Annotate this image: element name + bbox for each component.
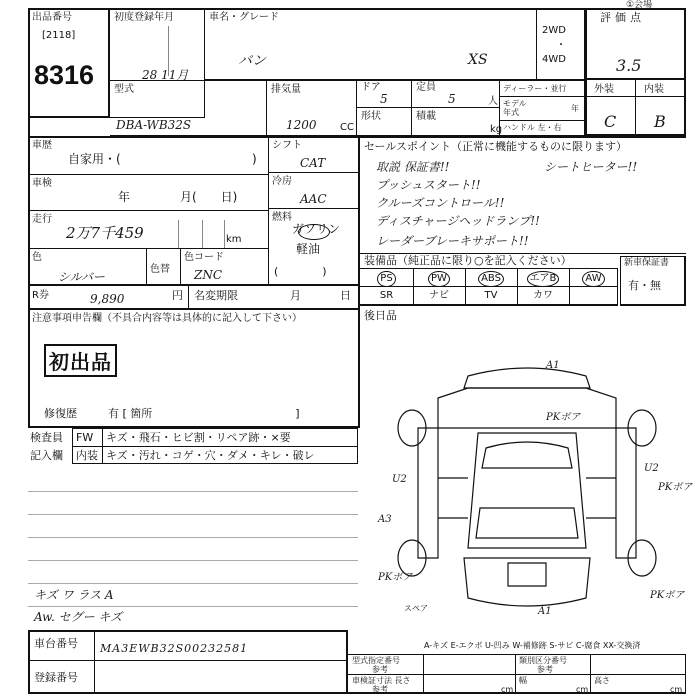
right-side-shape [616,428,636,558]
fuel-label: 燃料 [272,212,292,223]
after-label: 後日品 [364,309,397,322]
km-unit: km [226,234,242,245]
hood-shape [438,388,616,428]
color-value: シルバー [58,270,105,284]
ac-value: AAC [300,192,327,206]
mileage-tick-1 [178,220,179,248]
sales-line-6: レーダーブレーキサポート!! [376,234,529,248]
warranty-value: 有・無 [628,279,661,292]
recycle-value: 9,890 [90,292,125,306]
chassis-label: 車台番号 [34,637,78,650]
shift-label: シフト [272,140,302,151]
shift-line [268,172,358,173]
dealer-label: ディーラー・並行 [503,84,567,93]
width-cm: cm [576,685,589,694]
mark-pk-2: PKボア [658,482,693,493]
capacity-label: 定員 [416,82,436,93]
mileage-tick-3 [224,220,225,248]
rating-label: 評価点 [600,11,645,24]
mileage-value: 2万7千459 [66,224,144,242]
equip-ps: PS [360,271,413,287]
dims-ref: 参考 [372,685,388,694]
mark-a1-front: A1 [546,360,560,371]
mark-a3: A3 [378,514,392,525]
door-label: ドア [361,82,381,93]
bottom-right-mid [348,674,686,675]
history-line [28,174,268,175]
handle-divider [500,120,585,121]
equip-leather: カワ [533,290,553,301]
repair-value: 有 [ 箇所 ] [108,407,300,420]
mark-u2: U2 [392,474,407,485]
fuel-other: ( ) [274,265,327,278]
recycle-divider [188,284,189,308]
inspection-month-day: 月( 日) [180,190,238,204]
name-grade-label: 車名・グレード [209,12,279,23]
exhibit-no-label: 出品番号 [32,12,72,23]
recycle-label: R券 [32,290,49,301]
mark-pk-1: PKボア [546,412,581,423]
displacement-label: 排気量 [271,84,301,95]
color-code-label: 色コード [184,252,224,263]
sales-line-3: プッシュスタート!! [376,178,481,192]
length-cm: cm [501,685,514,694]
first-reg-value: 28 11月 [142,68,189,82]
inspection-label: 車検 [32,178,52,189]
interior-inspect-label: 内装 [76,449,98,462]
model-label: 型式 [114,84,134,95]
dims-col-2 [515,674,516,694]
recycle-line [28,308,360,310]
capacity-value: 5 [448,92,456,106]
load-label: 積載 [416,111,436,122]
category-col-left [515,654,516,674]
color-change-label: 色替 [150,264,170,275]
exhibit-number: 8316 [34,60,95,90]
drive-4wd: 4WD [542,54,566,65]
handle-label: ハンドル 左・右 [503,123,562,132]
left-edge [28,8,30,426]
history-value: 自家用・( [68,152,121,166]
exterior-value: C [604,112,617,131]
dims-col-3 [590,674,591,694]
equip-pw: PW [413,271,465,287]
person-unit: 人 [488,96,498,107]
fuel-gasoline: ガソリン [292,222,341,236]
ruled-line-3 [28,537,358,538]
interior-items: キズ・汚れ・コゲ・穴・ダメ・キレ・破レ [106,449,315,462]
mid-divider [28,284,360,286]
color-code-divider [180,248,181,284]
color-divider [146,248,147,284]
equip-aw: AW [569,271,618,287]
inspector-mid [72,446,358,447]
kg-unit: kg [490,124,503,135]
rear-bumper-shape [464,558,590,606]
equip-navi: ナビ [429,290,449,301]
top-right-venue: ①会場 [626,0,653,10]
ext-int-divider [635,80,636,136]
handwritten-note-2: Aw. セグー キズ [34,610,123,624]
ext-int-hline [585,96,686,97]
history-close: ) [252,152,257,166]
category-col-right [590,654,591,674]
chassis-value: MA3EWB32S00232581 [100,642,249,655]
transfer-day: 日 [340,289,351,302]
equip-tv: TV [484,290,498,301]
color-code-value: ZNC [194,268,223,282]
ruled-line-5 [28,583,358,584]
type-cert-label: 型式指定番号 [352,656,400,665]
equip-sr: SR [379,290,394,301]
repair-label: 修復歴 [44,407,77,420]
first-time-stamp: 初出品 [44,344,117,377]
front-bumper-shape [464,368,590,388]
category-label: 類別区分番号 [519,656,567,665]
ruled-line-6 [28,606,358,607]
fw-items: キズ・飛石・ヒビ割・リペア跡・×要 [106,431,291,444]
transfer-label: 名変期限 [194,289,238,302]
fuel-circle [298,224,330,240]
equip-abs: ABS [465,271,517,287]
rear-window-shape [476,508,578,538]
ac-label: 冷房 [272,176,292,187]
width-label: 幅 [519,676,527,685]
bottom-left-mid [28,660,348,661]
grade: XS [468,52,488,68]
equipment-title: 装備品（純正品に限り○を記入ください） [364,254,572,267]
mark-pk-4: PKボア [650,590,685,601]
mark-spare: スペア [404,604,428,613]
inspection-line [28,210,268,211]
mark-pk-3: PKボア [378,572,413,583]
ruled-line-1 [28,491,358,492]
color-label: 色 [32,252,42,263]
spare-shape [508,563,546,586]
car-name: バン [238,53,266,69]
bottom-left-col [94,630,95,694]
mark-a1-rear: A1 [538,606,552,617]
mark-u2-right: U2 [644,463,659,474]
sales-line-2: シートヒーター!! [544,160,638,174]
first-reg-label: 初度登録年月 [114,12,174,23]
displacement-value: 1200 [286,118,317,132]
model-year-label: モデル年式 [503,99,527,117]
reg-no-label: 登録番号 [34,671,78,684]
drive-dot: ・ [556,40,566,51]
defect-legend: A-キズ E-エクボ U-凹み W-補修跡 S-サビ C-腐食 XX-交換済 [424,641,641,650]
sales-line-1: 取説 保証書!! [376,160,450,174]
interior-label: 内装 [644,84,664,95]
dims-label: 車検証寸法 長さ [352,676,411,685]
door-value: 5 [380,92,388,106]
exterior-label: 外装 [594,84,614,95]
sales-line-5: ディスチャージヘッドランプ!! [376,214,540,228]
model-value: DBA-WB32S [116,118,192,132]
left-side-shape [418,428,438,558]
dims-col-1 [423,674,424,694]
height-label: 高さ [594,676,610,685]
shift-col-right [358,136,360,284]
category-ref: 参考 [537,665,553,674]
drive-2wd: 2WD [542,25,566,36]
warranty-label: 新車保証書 [624,258,670,268]
interior-value: B [654,112,666,131]
dealer-divider [500,96,585,97]
handwritten-note-1: キズ ワ ラス A [34,588,114,602]
shift-value: CAT [300,156,326,170]
notes-title: 注意事項申告欄（不具合内容等は具体的に記入して下さい） [32,313,302,324]
shape-label: 形状 [361,111,381,122]
sales-line-4: クルーズコントロール!! [376,196,505,210]
mileage-tick-2 [202,220,203,248]
fuel-diesel: 軽油 [296,242,321,256]
ruled-line-2 [28,514,358,515]
shift-col-left [268,136,269,284]
sales-title: セールスポイント（正常に機能するものに限ります） [364,140,628,153]
transfer-month: 月 [290,289,301,302]
rating-value: 3.5 [616,56,642,75]
recorder-label: 記入欄 [30,449,63,462]
type-cert-ref: 参考 [372,665,388,674]
cc-unit: CC [340,122,354,133]
type-cert-col [423,654,424,674]
exhibit-sub: [2118] [42,30,76,41]
mileage-label: 走行 [32,214,52,225]
fw-label: FW [76,431,94,444]
history-label: 車歴 [32,140,52,151]
equip-airbag: エアB [517,271,569,287]
ac-line [268,208,358,209]
year-unit: 年 [571,104,579,113]
windshield-shape [482,442,572,468]
auction-sheet [28,0,693,694]
height-cm: cm [670,685,683,694]
ruled-line-4 [28,560,358,561]
inspection-year: 年 [118,190,131,204]
inspector-label: 検査員 [30,431,63,444]
yen-unit: 円 [172,289,183,302]
block-divider [28,136,686,138]
mileage-line [28,248,268,249]
car-diagram [368,358,686,618]
